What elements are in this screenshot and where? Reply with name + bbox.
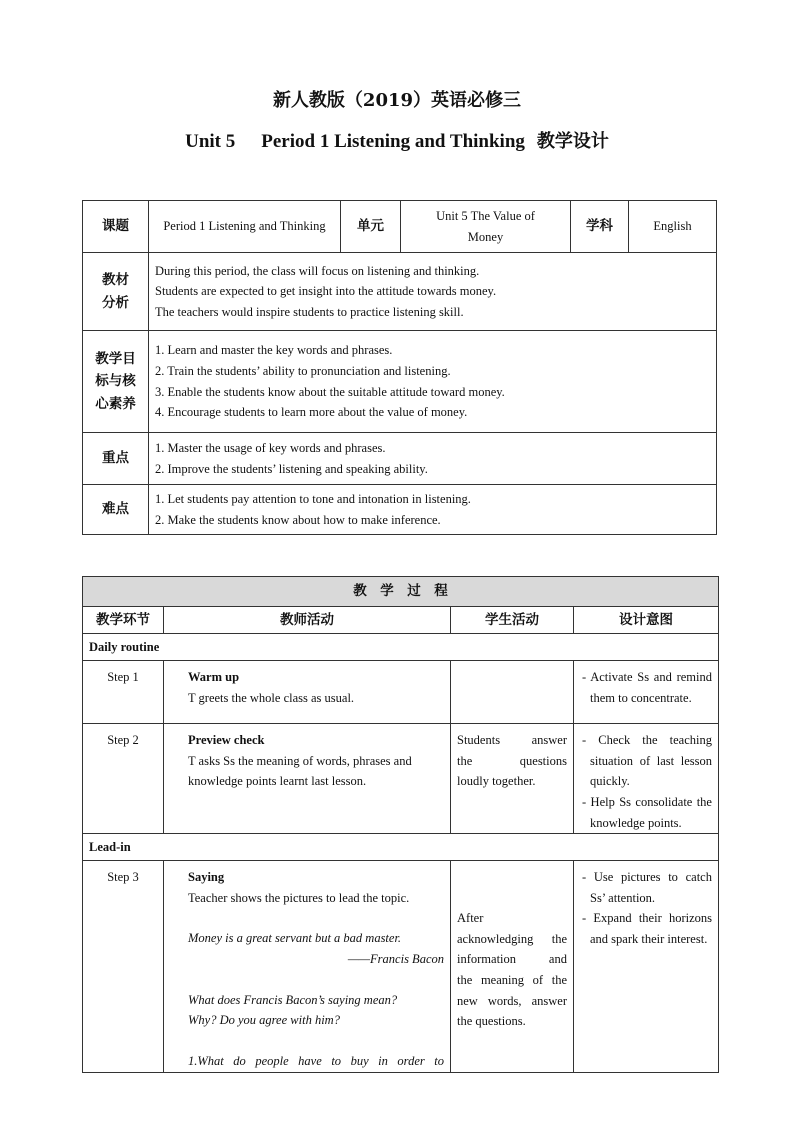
step3-student-line: acknowledging the (457, 931, 567, 946)
subtitle-design: 教学设计 (536, 131, 609, 152)
step2-intent-item: - Help Ss consolidate the knowledge points. (582, 794, 712, 830)
step3-label: Step 3 (83, 861, 164, 1072)
step2-student-line: loudly together. (457, 774, 536, 789)
step2-teacher (164, 724, 451, 834)
key-content (149, 433, 717, 485)
difficult-content (149, 485, 717, 535)
key-label: 重点 (83, 433, 149, 485)
goals-content (149, 331, 717, 433)
step3-intent-item: - Use pictures to catch Ss’ attention. (582, 870, 712, 905)
topic-value: Period 1 Listening and Thinking (149, 201, 341, 253)
key-line: 1. Master the usage of key words and phrases. (155, 440, 386, 455)
key-line: 2. Improve the students’ listening and speaking ability. (155, 461, 428, 476)
analysis-label-line: 分析 (102, 294, 129, 311)
difficult-label: 难点 (83, 485, 149, 535)
col-teacher: 教师活动 (164, 607, 451, 634)
analysis-line: The teachers would inspire students to practice listening skill. (155, 304, 464, 319)
step2-text: knowledge points learnt last lesson. (188, 774, 367, 789)
step3-quote-author: ——Francis Bacon (347, 952, 444, 966)
subtitle-period: Period 1 Listening and Thinking (261, 131, 525, 152)
analysis-line: During this period, the class will focus on listening and thinking. (155, 263, 480, 278)
step2-text: T asks Ss the meaning of words, phrases and (188, 753, 412, 768)
step1-text: T greets the whole class as usual. (188, 690, 355, 705)
subject-label: 学科 (571, 201, 629, 253)
step1-teacher (164, 661, 451, 724)
step3-intent-item: - Expand their horizons and spark their interest. (582, 911, 713, 946)
goals-line: 2. Train the students’ ability to pronunciation and listening. (155, 363, 451, 378)
topic-label: 课题 (83, 201, 149, 253)
step3-student-line: After (457, 911, 484, 926)
goals-line: 3. Enable the students know about the suitable attitude toward money. (155, 384, 505, 399)
difficult-line: 1. Let students pay attention to tone and intonation in listening. (155, 491, 471, 506)
goals-label-line: 教学目 (95, 351, 136, 368)
goals-label (83, 331, 149, 433)
step2-student-line: the questions (457, 753, 567, 768)
goals-line: 4. Encourage students to learn more about the value of money. (155, 405, 468, 420)
step3-student-line: new words, answer (457, 993, 567, 1008)
step2-label: Step 2 (83, 724, 164, 834)
step2-student-line: Students answer (457, 733, 567, 747)
analysis-label-line: 教材 (102, 272, 129, 289)
step3-question: Why? Do you agree with him? (188, 1013, 340, 1028)
step1-title: Warm up (188, 670, 240, 684)
step2-title: Preview check (188, 733, 265, 747)
col-stage: 教学环节 (83, 607, 164, 634)
step3-intent (574, 861, 719, 1072)
step3-student-line: information and (457, 952, 567, 967)
course-info-table (82, 200, 717, 535)
goals-label-line: 标与核 (95, 373, 136, 390)
step1-intent-item: - Activate Ss and remind them to concentrate. (582, 670, 712, 705)
step2-intent (574, 724, 719, 834)
teaching-process-table (82, 576, 719, 1073)
goals-label-line: 心素养 (95, 395, 136, 412)
process-heading: 教 学 过 程 (83, 577, 719, 607)
difficult-line: 2. Make the students know about how to make inference. (155, 512, 441, 527)
step1-intent (574, 661, 719, 724)
step3-student-line: the questions. (457, 1014, 526, 1029)
document-title: 新人教版（2019）英语必修三 (272, 90, 522, 111)
subject-value: English (629, 201, 717, 253)
step2-intent-item: - Check the teaching situation of last lesson quickly. (582, 733, 712, 789)
col-student: 学生活动 (451, 607, 574, 634)
step3-student-line: the meaning of the (457, 973, 567, 987)
section-daily-routine: Daily routine (83, 634, 719, 661)
unit-label: 单元 (341, 201, 401, 253)
unit-value (401, 201, 571, 253)
analysis-line: Students are expected to get insight into the attitude towards money. (155, 284, 497, 299)
step3-title: Saying (188, 870, 225, 885)
step1-label: Step 1 (83, 661, 164, 724)
step3-teacher (164, 861, 451, 1072)
analysis-label (83, 253, 149, 331)
analysis-content (149, 253, 717, 331)
step1-student (451, 661, 574, 724)
unit-value-line: Unit 5 The Value of (436, 208, 535, 223)
step3-text: Teacher shows the pictures to lead the topic. (188, 890, 410, 905)
document-subtitle (0, 127, 794, 153)
goals-line: 1. Learn and master the key words and phrases. (155, 343, 393, 358)
section-lead-in: Lead-in (83, 834, 719, 861)
col-intent: 设计意图 (574, 607, 719, 634)
step3-student (451, 861, 574, 1072)
step3-quote: Money is a great servant but a bad master. (188, 931, 402, 946)
subtitle-unit: Unit 5 (185, 131, 236, 152)
step3-question: What does Francis Bacon’s saying mean? (188, 992, 398, 1007)
step3-question: 1.What do people have to buy in order to (188, 1053, 444, 1068)
unit-value-line: Money (467, 229, 504, 244)
step2-student (451, 724, 574, 834)
